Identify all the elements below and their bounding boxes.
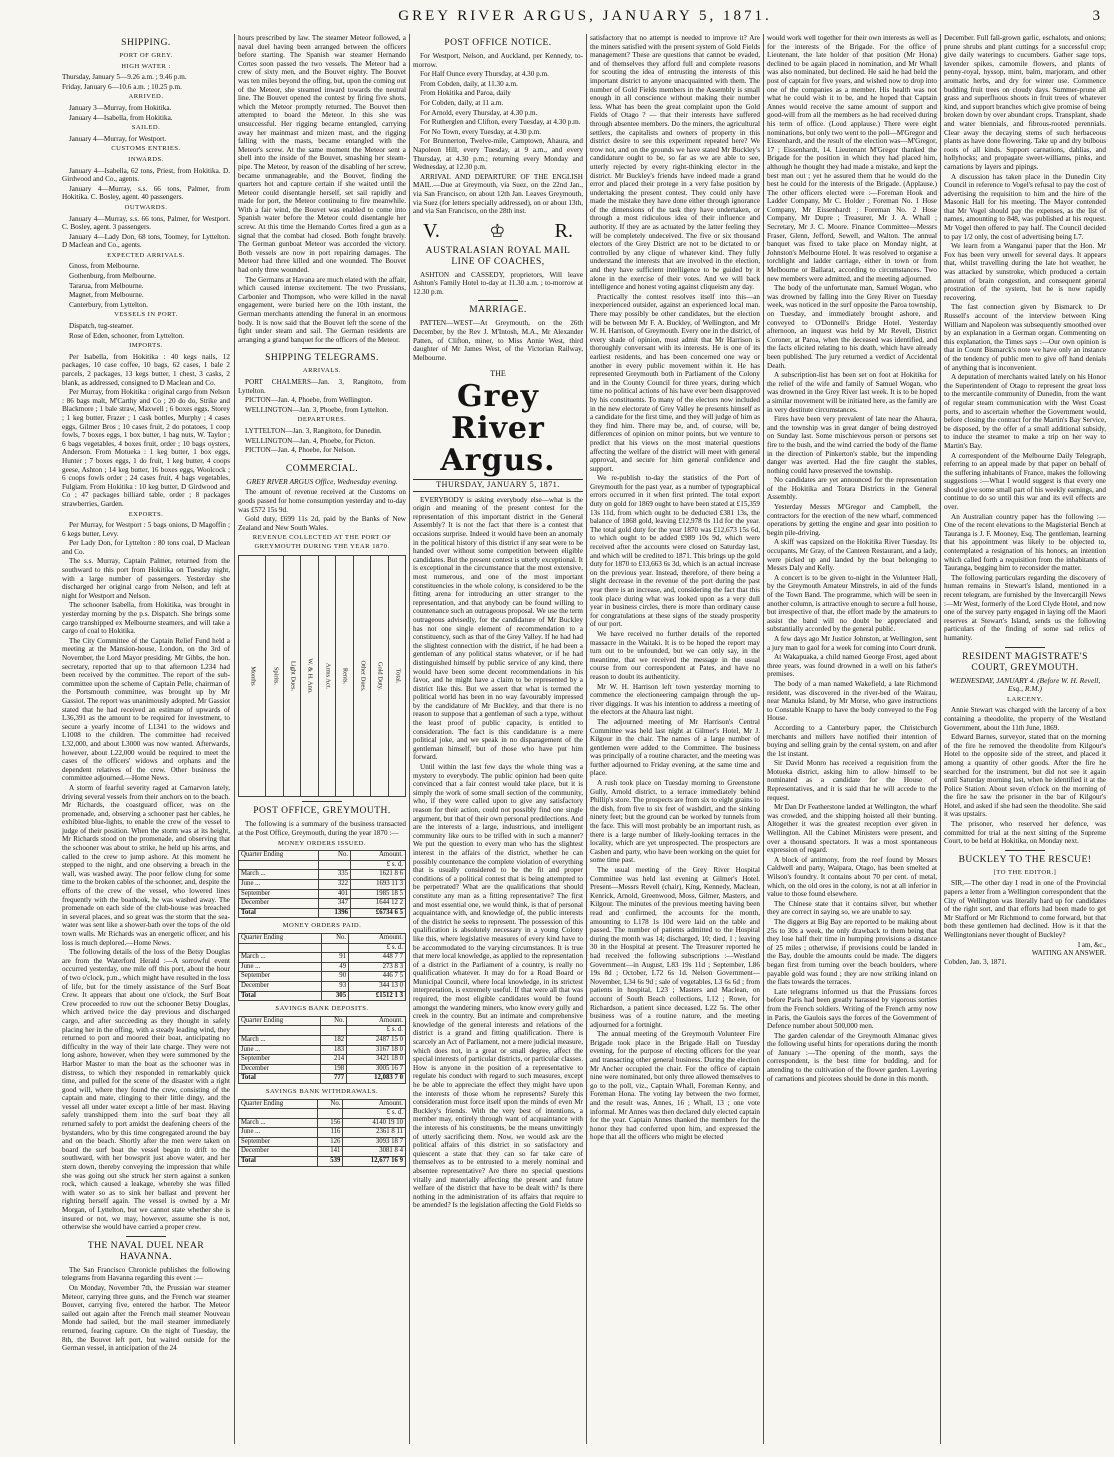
revenue-column-header: Spirits. (271, 667, 279, 686)
royal-crest-icon: ♔ (489, 220, 506, 241)
money-orders-paid-table: Quarter Ending No. Amount. £ s. d. March ... 91 448 7 7 June ... 49 273 8 3 September 90 446 7 5 December 93 344 13 0 Total 305 £1512 1 3 (238, 933, 406, 1001)
telegram-line: WELLINGTON—Jan. 4, Phoebe, for Picton. (245, 436, 376, 445)
news-paragraph: Sir David Monro has received a requisition from the Motueka district, asking him to allow himself to be nominated as a candidate for the House of Representatives, and it is said that he will accede to the request. (767, 759, 937, 802)
notice-line: For No Town, every Tuesday, at 4.30 p.m. (420, 127, 542, 136)
column-6 (944, 34, 1106, 1444)
revenue-column (283, 556, 300, 796)
editorial-paragraph: Practically the contest resolves itself into this—an inexperienced outsider, against an experienced local man. There may possibly be other candidates, but the election will be between Mr F. A. Buckley, of Wellington, and Mr W. H. Harrison, of Greymouth. Every one in the district, of every shade of opinion, must admit that Mr Harrison is thoroughly conversant with its interests. He is one of its earliest residents, and has been concerned one way or another in every public movement within it. He has represented Greymouth both in Parliament of the Colony and in the County Council for three years, during which time no political actions of his have ever been disapproved by his constituents. To many of the electors now included in the new electorate of Grey Valley he presents himself as a candidate for the first time, and they will judge of him as they find him. There may be, and, of course, will be, differences of opinion on minor points, but we venture to predict that his views on the most material questions affecting the welfare of the district will meet with general approval, and secure for him general confidence and support. (590, 292, 760, 473)
letter-signoff: I am, &c., (1077, 940, 1106, 949)
table-row: September 126 3093 18 7 (239, 1137, 406, 1147)
section-heading-post-office-notice: POST OFFICE NOTICE. (444, 38, 552, 48)
article-paragraph: On Monday, November 7th, the Prussian war steamer Meteor, carrying three guns, and the French war steamer Bouvet, carrying five, entered the harbor. The Meteor sailed out again after the French mail steamer Nouveau Monde had sailed, but the mail steamer immediately returned, fearing capture. On the night of Tuesday, the 8th, the Bouvet left port, but waited outside for the German vessel, in anticipation of the 24 (62, 1283, 230, 1353)
notice-line: For Arnold, every Thursday, at 4.30 p.m. (420, 108, 538, 117)
news-paragraph: would work well together for their own interests as well as for the interests of the Brigade. For the office of Lieutenant, the late holder of that position (Mr Hona) declined to be again placed in nomination, and Mr Whall was also nominated, but declined. He said he had held the post of captain for five years, and wished now to drop into one of the companies as a member. His health was not what he could wish it to be, and he hoped that Captain Annes would receive the same amount of support and good-will from all the members as he had received during his term of office. (Loud applause.) There were eight nominations, but only two went to the poll—M'Gregor and Eissenhardt, and the result of the election was—M'Gregor, 17 ; Eissenhardt, 14. Lieutenant M'Gregor thanked the Brigade for the position in which they had placed him, although he thought they had made a mistake, and kept the best man out ; yet he assured them that he would do the best he could for the interests of the Brigade. (Applause.) The other officers elected were :—Foreman Hook and Ladder Company, Mr C. Holder ; Foreman No. 1 Hose Company, Mr Eissenhardt ; Foreman No. 2 Hose Company, Mr Dupre ; Treasurer, Mr J. A. Whall ; Secretary, Mr J. C. Moore. Finance Committee—Messrs Fraser, Glenn, Jefford, Sewell, and Walton. The annual banquet was fixed to take place on Monday night, at Johnston's Melbourne Hotel. It was resolved to organise a torchlight and ladder carriage, either in town or from Melbourne or Ballarat, according to circumstances. Two new members were admitted, and the meeting adjourned. (767, 34, 937, 283)
imports-entry: Per Murray, from Hokitika : original cargo from Nelson : 86 bags malt, M'Carthy and Co ; 20 do do, Strike and Blackmore ; 1 bale straw, Maxwell ; 6 boxes eggs, Storey ; 1 keg butter, Frazer ; 1 cask bottles, Murphy ; 4 cases eggs, Gilmer Bros ; 10 cases fruit, 2 do potatoes, 1 coop fowls, 7 boxes eggs, 1 box butter, 1 bag nuts, W. Taylor ; 6 bags vegetables, 4 boxes fruit, order ; 10 bags oysters, Anderson. From Motueka : 1 keg butter, 1 box eggs, Hunter ; 7 boxes eggs, 1 do fruit, 1 keg butter, 4 coops geese, Ashton ; 14 keg butter, 16 boxes eggs, Woolcock ; 6 coops fowls order ; 24 cases fruit, 4 bags vegetables, Fulgiam. From Hokitika : 10 keg butter, D Girdwood and Co ; 47 packages billiard table, order ; 8 packages strawberries, Garden. (62, 388, 230, 508)
news-paragraph: The adjourned meeting of Mr Harrison's Central Committee was held last night at Gilmer's Hotel, Mr J. Kilgour in the chair. The names of a large number of gentlemen were added to the Committee. The business was principally of a routine character, and the meeting was further adjourned to Friday evening, at the same time and place. (590, 717, 760, 778)
outwards-entry: January 4—Lady Don, 68 tons, Toomey, for Lyttelton. D Maclean and Co., agents. (62, 232, 230, 250)
news-paragraph: The body of the unfortunate man, Samuel Wogan, who was drowned by falling into the Grey River on Tuesday week, was noticed in the surf opposite the Paroa township, on Tuesday, and immediately brought ashore, and conveyed to O'Donnell's Bridge Hotel. Yesterday afternoon, an inquest was held by Mr Revell, District Coroner, at Paroa, when the deceased was identified, and the facts elicited relating to his death, which have already been published. The jury returned a verdict of Accidental Death. (767, 284, 937, 370)
column-5 (767, 34, 937, 1444)
notice-line: From Cobden, daily, at 11.30 a.m. (420, 79, 518, 88)
money-orders-issued-table: Quarter Ending No. Amount. £ s. d. March ... 335 1621 8 6 June ... 322 1693 11 3 September 401 1985 18 5 December 347 1644 12 2 Total 1396 £6734 6 5 (238, 850, 406, 918)
section-heading-commercial: COMMERCIAL. (285, 463, 359, 474)
news-paragraph: December. Full fall-grown garlic, eschalots, and onions; prune shrubs and plant cuttings for a successful crop; give daily waterings to cucumbers. Gather sage tops, lavender spikes, camomile flowers, and plants of penny-royal, hyssop, mint, balm, marjoram, and other aromatic herbs, and dry for winter use. Commence budding fruit trees on cloudy days. Summer-prune all grass and superfluous shoots in fruit trees of whatever kind, and support branches which give promise of being broken down by over abundant crops. Transplant, shade and water biennials, and fibrous-rooted perennials. Clear away the decaying stems of such herbaceous plants as have done flowering. Take up and dry bulbous roots of all kinds. Support carnations, dahlias, and hollyhocks; and propagate sweet-williams, pinks, and carnations by layers and pipings. (944, 34, 1106, 171)
news-paragraph: According to a Canterbury paper, the Christchurch merchants and millers have notified their intention of buying and selling grain by the cental system, on and after the 1st instant. (767, 723, 937, 758)
royal-crest-banner (423, 220, 573, 242)
table-row: September 214 3421 18 0 (239, 1055, 406, 1065)
revenue-column-header: Arms Act. (324, 663, 332, 690)
table-row: March ... 91 448 7 7 (239, 953, 406, 963)
court-paragraph: Edward Barnes, surveyor, stated that on the morning of the fire he removed the theodolite from Kilgour's Hotel to the opposite side of the street, and placed it among a quantity of other goods. After the fire he searched for the instrument, but did not see it again until Saturday morning last, when he identified it at the Police Station. About seven o'clock on the morning of the fire he saw the prisoner in the bar of Kilgour's Hotel, and asked if she had seen the theodolite. She said it was upstairs. (944, 733, 1106, 819)
inwards-entry: January 4—Murray, s.s. 66 tons, Palmer, from Hokitika. C. Bosley, agent. 40 passengers. (62, 184, 230, 202)
subheading-outwards: OUTWARDS. (124, 203, 168, 211)
editorial-paragraph: EVERYBODY is asking everybody else—what is the origin and meaning of the present contest for the representation of this important district in the General Assembly? It is not the fact that there is a contest that occasions surprise. Indeed it would have been an anomaly in the political history of this district if any seat were to be handed over without some competition between eligible candidates. But the present contest is utterly exceptional. It is exceptional in the circumstance that the most extensive, most numerous, and one of the most important constituencies in the whole colony, is considered to be the fitting arena for introducing an utter stranger to the representation, and that anybody can be found willing to countenance such an outrageous proposal. We use the term outrageous advisedly, for the candidature of Mr Buckley has not one single element of recommendation to a constituency, such as that of the Grey Valley. If he had had the slightest connection with the district, if he had been a gentleman of any political status whatever, or if he had distinguished himself by public service of any kind, there would have been some decent recommendations in his favor, and he might have a claim to be represented by a district like this. But we assert that what is termed the political world has been in no way favourably impressed by the candidature of Mr Buckley, and that there is no reason to suppose that a gentleman of such a type, without the least proof of public capacity, is entitled to consideration. The fact is this candidature is a mere political joke, and we speak in no disparagement of the gentleman himself, but of those who have put him forward. (413, 495, 583, 762)
news-paragraph: We have received no further details of the reported massacre in the Waitaki. It is to be hoped the report may turn out to be unfounded, but we can only say, in the meantime, that we received the message in the usual course from our correspondent at Pates, and have no reason to doubt its authenticity. (590, 629, 760, 681)
revenue-column (335, 556, 352, 796)
court-paragraph: Annie Stewart was charged with the larceny of a box containing a theodolite, the property of the Westland Government, about the 11th June, 1869. (944, 706, 1106, 732)
table-row: March ... 182 2487 15 0 (239, 1035, 406, 1045)
notice-line: For Cobden, daily, at 11 a.m. (420, 98, 504, 107)
revenue-column-header: Total. (394, 669, 402, 684)
table-total-row: Total 1396 £6734 6 5 (239, 908, 406, 918)
notice-line: For Rutherglen and Clifton, every Tuesday, at 4.30 p.m. (420, 118, 581, 127)
revenue-column (318, 556, 335, 796)
notice-line: For Brunnerton, Twelve-mile, Camptown, Ahaura, and Napoleon Hill, every Tuesday, at 9 a.m., and every Thursday, at 4.30 p.m.; returning every Monday and Wednesday, at 12.30 p.m. (413, 137, 583, 172)
revenue-column (265, 556, 282, 796)
editorial-paragraph: Until within the last few days the whole thing was a mystery to everybody. The public opinion had been quite convinced that a fair contest would take place, but it is simply the work of some small section of the community, who, if they were called upon to give any satisfactory reason for their action, could not possibly find one single argument, but that of their own personal predilections. And are the interests of a large, industrious, and intelligent community like ours to be trifled with in such a manner? We put the question to every man who has the slightest interest in the affairs of the district, whether he can possibly countenance the complete violation of everything that is usually considered to be the fit and proper conditions of a political contest that is being attempted to be perpetrated? What are the qualifications that should constitute any man as a fitting representative? The first and most essential one, we would think, is that of personal acquaintance with, and knowledge of, the public interests of the district he seeks to represent. The possession of this qualification is absolutely necessary in a young Colony like this, where legislative measures of every kind have to be accommodated to the varying circumstances. It is true that mere local knowledge, as applied to the representation of a district in the Parliament of a country, is really no qualification whatever. It may do for a Road Board or Municipal Council, where local knowledge, in its strictest interpretation, is extremely useful. If that were all that was required, the most eligible candidates would be found amongst the wandering miners, who know every gully and creek in the country. But an intimate and comprehensive knowledge of the general interests and relations of the district is a grand and fitting qualification. There is scarcely an Act of Parliament, not a mere judicial measure, which does not, in a great or small degree, affect the special interests of particular districts, or particular classes. How is anyone in the position of a representative to regulate his conduct with regard to such measures, except he be able to appreciate the effect they might have upon the interests of those whom he represents? Surely this consideration must force itself upon the minds of even Mr Buckley's friends. With the very best of intentions, a member may, entirely through want of acquaintance with the interests of his constituents, be the means unwittingly of utterly sacrificing them. Now, we would ask are the political affairs of this district in so satisfactory and quiescent a state that they can so far take care of themselves as to be entrusted to a merely nominal and absentee representative? Are there no special questions vitally and materially affecting the present and future welfare of the district that have to be dealt with? Is there nothing in the administration of its affairs that require to be amended? Is the legislation affecting the Gold Fields so (413, 763, 583, 1210)
column-3 (413, 34, 583, 1444)
subheading-exports: EXPORTS. (128, 510, 164, 518)
telegram-line: WELLINGTON—Jan. 3, Phoebe, from Lyttelton. (245, 405, 389, 414)
news-paragraph: An Australian country paper has the following :—One of the recent elevations to the Magisterial Bench at Tauranga is J. F. Mooney, Esq. The gentleman, learning that his appointment was likely to be objected to, contemplated a resignation of his honors, an intention which called forth a requisition from the inhabitants of Tauranga, begging him to reconsider the matter. (944, 512, 1106, 573)
news-paragraph: A deputation of merchants waited lately on his Honor the Superintendent of Otago to represent the great loss to the mercantile community of Dunedin, from the want of regular steam communication with the West Coast ports, and to ascertain whether the Government would, before closing the contract for the Martin's Bay Service, be disposed, by the offer of a small additional subsidy, to induce the steamer to make a trip on her way to Martin's Bay. (944, 373, 1106, 450)
notice-line: For Westport, Nelson, and Auckland, per Kennedy, to-morrow. (413, 52, 583, 69)
news-paragraph: The usual meeting of the Grey River Hospital Committee was held last evening at Gilmer's Hotel. Present—Messrs Revell (chair), King, Kennedy, Maclean, Kenrick, Arnold, Greenwood, Moss, Gilmer, Masters, and Kilgour. The minutes of the previous meeting having been read and confirmed, the accounts for the month, amounting to L178 1s 10d were laid on the table and passed. The number of patients admitted to the Hospital during the month was 14; discharged, 10; died, 1 ; leaving 30 in the Hospital at present. The Treasurer reported he had received the following subscriptions :—Westland Government—in August, L83 19s 11d ; September, L86 19s 8d ; October, L72 6s 1d. Nelson Government—November, L34 6s 9d ; sale of vegetables, L3 6s 6d ; from patients in hospital, L23 ; Masters and Maclean, on account of South Beach collections, L12 ; Rowe, for Richardson, a patient since deceased, L22 5s. The other business was of a routine nature, and the meeting adjourned for a fortnight. (590, 866, 760, 1029)
news-paragraph: The garden calendar of the Greymouth Almanac gives the following useful hints for operations during the month of January :—The opening of the month, says the correspondent, is the best time for budding, and for attending to the cultivation of the flower garden. Layering of carnations and picotees should be done in this month. (767, 1031, 937, 1083)
table-title-savings-deposits: SAVINGS BANK DEPOSITS. (275, 1005, 369, 1013)
revenue-column-header: Light Dues. (289, 661, 297, 692)
revenue-column (370, 556, 387, 796)
revenue-column (353, 556, 370, 796)
article-paragraph: hours prescribed by law. The steamer Meteor followed, a naval duel having been arranged between the officers before starting. The Spanish war steamer Hernando Cortes soon passed the two vessels. The Meteor had a crew of sixty men, and the Bouvet eighty. The Bouvet was ten miles beyond the offing, but, upon the coming out of the Meteor, she steamed inward towards the neutral line. The Bouvet opened the contest by firing five shots, which the Meteor promptly returned. The Bouvet then attempted to board the Meteor. In this she was unsuccessful. Her rigging became entangled, carrying away her mainmast and mizen mast, and the rigging falling with the masts, became entangled with the Meteor's screw. At the same moment the Meteor sent a shell into the inside of the Bouvet, smashing her steam-pipe. The Meteor, by reason of the disabling of her screw, became unmanageable, and the Bouvet, finding the quarters hot and capture certain if she waited until the Meteor could disentangle herself, set sail rapidly and made for port, the Meteor continuing to fire meanwhile. With a fair wind, the Bouvet was enabled to come into Spanish water before the Meteor could disentangle her screw. At this time the Hernando Cortes fired a gun as a signal that the combat had closed. Both fought bravely. The German gunboat Meteor was accorded the victory. Both vessels are now in port repairing damages. The Meteor had three killed and one wounded. The Bouvet had only three wounded. (238, 34, 406, 275)
exports-entry: Per Lady Don, for Lyttelton : 80 tons coal, D Maclean and Co. (62, 539, 230, 556)
column-4 (590, 34, 760, 1444)
expected-line: Tararua, from Melbourne. (69, 281, 144, 290)
column-1 (62, 34, 230, 1444)
high-water-line: Friday, January 6—10.6 a.m. ; 10.25 p.m. (62, 82, 182, 91)
court-dateline: WEDNESDAY, JANUARY 4. (Before W. H. Revell, Esq., R.M.) (949, 675, 1101, 694)
revenue-column (300, 556, 317, 796)
telegram-line: PICTON—Jan. 4, Phoebe, for Nelson. (245, 446, 356, 455)
imports-entry: Per Isabella, from Hokitika : 40 kegs nails, 12 packages, 10 case coffee, 10 bags, 62 cases, 1 bale 2 parcels, 2 packages, 13 kegs butter, 1 chest, 3 casks, 2 blank, as addressed, consigned to D Maclean and Co. (62, 352, 230, 387)
revenue-column-header: Rents. (341, 668, 349, 685)
news-paragraph: A few days ago Mr Justice Johnston, at Wellington, sent a jury man to gaol for a week for coming into Court drunk. (767, 634, 937, 652)
arrival-line: January 3—Murray, from Hokitika. (69, 103, 172, 112)
subheading-arrivals: ARRIVALS. (302, 367, 342, 375)
divider (478, 300, 518, 301)
savings-withdrawals-table: Quarter Ending No. Amount. £ s. d. March ... 156 4140 19 10 June ... 116 2361 8 11 September 126 3093 18 7 December 141 3081 8 4 Total 539 12,677 16 9 (238, 1099, 406, 1167)
article-paragraph: The amount of revenue received at the Customs on goods passed for home consumption yesterday and to-day was £572 15s 9d. (238, 488, 406, 514)
subheading-sailed: SAILED. (131, 124, 161, 132)
subheading-high-water: HIGH WATER : (121, 62, 171, 70)
newspaper-masthead: Grey River Argus. (440, 379, 556, 479)
column-rule (234, 34, 235, 1444)
section-heading-naval-duel: THE NAVAL DUEL NEAR HAVANNA. (87, 1240, 205, 1262)
column-rule (763, 34, 764, 1444)
subheading-inwards: INWARDS. (128, 155, 164, 163)
section-heading-post-office: POST OFFICE, GREYMOUTH. (253, 806, 391, 817)
article-paragraph: The s.s. Murray, Captain Palmer, returned from the southward to this port from Hokitika on Tuesday night, with a large number of passengers. Yesterday she discharged her original cargo from Nelson, and left at night for Westport and Nelson. (62, 557, 230, 600)
notice-line: From Hokitika and Paroa, daily (420, 89, 511, 98)
article-paragraph: Gold duty, £699 11s 2d, paid by the Banks of New Zealand and New South Wales. (238, 515, 406, 532)
editorial-paragraph: satisfactory that no attempt is needed to improve it? Are the miners satisfied with the present system of Gold Fields management? These are questions that cannot be evaded, and of themselves they afford full and complete reasons for scouting the idea of entrusting the interests of this important district to anyone unacquainted with them. The number of Gold Fields members in the Assembly is small enough in all conscience without making their number less. What has been the great complaint upon the Gold Fields of Otago ? — that their interests have suffered through absentee members. Do the miners, the agricultural settlers, the capitalists and owners of property in this district desire to see this experiment repeated here? We trow not, and on the grounds we have stated Mr Buckley's candidature ought to be, so far as we are able to see, utterly rejected by every right-thinking elector in the district. Mr Buckley's friends have indeed made a grand error and placed their protege in a very false position by undertaking the present contest. They could only have made the mistake they have done either through ignorance of the dimensions of the task they have undertaken, or through a most ridiculous idea of their influence and authority. If they are as actuated by the latter feeling they will be completely undeceived. The five or six thousand electors of the Grey District are not to be dictated to or controlled by any clique of whatever kind. They fully understand the interests that are involved in the election, and they have sufficient intelligence to be guided by it alone in the exercise of their votes. And we will back intelligence and honest voting against cliqueism any day. (590, 34, 760, 292)
revenue-column-header: Months (249, 666, 257, 687)
expected-line: Canterbury, from Lyttelton. (69, 300, 148, 309)
table-title-money-orders-issued: MONEY ORDERS ISSUED. (278, 839, 366, 847)
outwards-entry: January 4—Murray, s.s. 66 tons, Palmer, for Westport. C. Bosley, agent. 3 passengers. (62, 214, 230, 232)
section-heading-marriage: MARRIAGE. (469, 305, 527, 316)
news-paragraph: Fires have been very prevalent of late near the Ahaura, and the township was in great danger of being destroyed on Sunday last. Some mischievous person or persons set fire to the bush, and the wind carried the body of the flame in the direction of Pinkerton's stable, but the impending danger was averted. Had the fire caught the stables, nothing could have preserved the township. (767, 415, 937, 475)
news-paragraph: We learn from a Wanganui paper that the Hon. Mr Fox has been very unwell for several days. It appears that, whilst travelling during the late hot weather, he was attacked by sunstroke, which produced a certain amount of brain congestion, and consequent general prostration of the system, but he is now rapidly recovering. (944, 242, 1106, 302)
news-paragraph: The fast connection given by Bismarck to Dr Russell's account of the interview between King William and Napoleon was subsequently smoothed over by an explanation in a German organ. Commenting on this explanation, the Times says :—Our own opinion is that in Count Bismarck's note we have only an instance of the tendency of public men to give off hand denials of anything that is inconvenient. (944, 303, 1106, 372)
news-paragraph: The Chinese state that it contains silver, but whether they are correct in saying so, we are unable to say. (767, 899, 937, 917)
divider (1005, 850, 1045, 851)
commercial-dateline: GREY RIVER ARGUS Office, Wednesday evening. (246, 476, 398, 486)
table-title-savings-withdrawals: SAVINGS BANK WITHDRAWALS. (265, 1087, 379, 1095)
divider (302, 801, 342, 802)
vessel-line: Dispatch, tug-steamer. (69, 322, 134, 331)
table-total-row: Total 777 12,083 7 0 (239, 1074, 406, 1084)
letter-label: [TO THE EDITOR.] (993, 868, 1057, 876)
subheading-larceny: LARCENY. (1007, 695, 1043, 703)
high-water-line: Thursday, January 5—9.26 a.m. ; 9.46 p.m. (62, 73, 187, 82)
notice-line: For Half Ounce every Thursday, at 4.30 p.m. (420, 70, 549, 79)
telegram-line: PORT CHALMERS—Jan. 3, Rangitoto, from Lyttelton. (238, 377, 406, 395)
column-rule (586, 34, 587, 1444)
article-paragraph: The Germans at Havana are much elated with the affair, which caused intense excitement. The two Prussians, Carbonier and Thompson, who were killed in the naval engagement, were buried here on the 10th instant, the German merchants attending the funeral in an enormous body. It is now said that the Bouvet left the scene of the fight under steam and sail. The German residents are arranging a grand banquet for the officers of the Meteor. (238, 275, 406, 344)
arrival-line: January 4—Isabella, from Hokitika. (69, 113, 173, 122)
divider (1005, 647, 1045, 648)
news-paragraph: A skiff was capsized on the Hokitika River Tuesday. Its occupants, Mr Gray, of the Canteen Restaurant, and a lady, were picked up and landed by the boat belonging to Messrs Daly and Kelly. (767, 538, 937, 573)
divider (126, 1236, 166, 1237)
table-total-row: Total 539 12,677 16 9 (239, 1157, 406, 1167)
page-header (70, 8, 1100, 25)
table-row: June ... 116 2361 8 11 (239, 1128, 406, 1138)
article-paragraph: A storm of fearful severity raged at Carnarvon lately, driving several vessels from their anchors on to the beach. Mr Richards, the coastguard officer, was on the promenade, and, observing a schooner past her cables, he exhibited blue-lights, to enable the crew of the vessel to judge of their position. When the storm was at its height, Mr Richards stood on the promenade, and observing that the schooner was about to strike, he held up his arms, and called to the crew to jump ashore. At this moment he stepped to the night, and one observing a breach in the wall, was washed away. The poor fellow clung for some time to the broken cables of the schooner, and, despite the efforts of the crew of the vessel, who lowered lines frequently with the boathook, he was washed away. The promenade on each side of the club-house was breached in several places, and so great was the storm that the sea-water was sent like a shower-bath over the tops of the old town walls. Mr Richards was an energetic officer, and his loss is much deplored.—Home News. (62, 783, 230, 947)
revenue-column-header: Gold Duty. (376, 662, 384, 691)
subheading-imports: IMPORTS. (129, 342, 163, 350)
table-row: September 401 1985 18 5 (239, 889, 406, 899)
table-row: June ... 322 1693 11 3 (239, 880, 406, 890)
divider (302, 459, 342, 460)
article-paragraph: The schooner Isabella, from Hokitika, was brought in yesterday morning by the p.s. Dispatch. She brings some cargo transhipped ex Melbourne steamers, and will take a cargo of coal to Hokitika. (62, 601, 230, 636)
revenue-table (238, 555, 406, 797)
marriage-notice: PATTEN—WEST—At Greymouth, on the 26th December, by the Rev J. M'Intosh, M.A., Mr Alexander Patten, of Clifton, miner, to Miss Annie West, third daughter of Mr James West, of the Victorian Railway, Melbourne. (413, 319, 583, 362)
subheading-port: PORT OF GREY. (119, 52, 173, 59)
edition-dateline: THURSDAY, JANUARY 5, 1871. (413, 479, 583, 492)
r-letter: R. (554, 219, 573, 242)
table-title-money-orders-paid: MONEY ORDERS PAID. (282, 922, 362, 930)
table-row: December 141 3081 8 4 (239, 1147, 406, 1157)
table-row: June ... 183 3167 18 0 (239, 1045, 406, 1055)
subheading-arrived: ARRIVED. (128, 93, 164, 101)
inwards-entry: January 4—Isabella, 62 tons, Priest, from Hokitika. D. Girdwood and Co., agents. (62, 166, 230, 184)
revenue-table-title: REVENUE COLLECTED AT THE PORT OF GREYMOUTH DURING THE YEAR 1870. (252, 534, 392, 550)
column-rule (940, 34, 941, 1444)
vessel-line: Rose of Eden, schooner, from Lyttelton. (69, 331, 185, 340)
article-paragraph: The City Committee of the Captain Relief Fund held a meeting at the Mansion-house, London, on the 3rd of November, the Lord Mayor presiding. Mr Gibbs, the hon. secretary, reported that up to that afternoon L234 had been received by the committee. The report of the sub-committee upon the scheme of Captain Pelle, chairman of the Portsmouth committee, was brought up by Mr Gassiot. The report was unanimously adopted. Mr Gassiot stated that he had received an estimate of upwards of L36,391 as the amount to be required for investment, to secure a yearly income of L1341 to the widows and L1008 to the children. The committee had received L32,000, and about L3000 was now wanted. Afterwards, however, about L22,000 would be required to meet the cases of the officers' widows and orphans and the dependent relatives of the crew. Other business the committee adjourned.—Home News. (62, 636, 230, 783)
table-row: March ... 156 4140 19 10 (239, 1118, 406, 1128)
news-paragraph: Mr W. H. Harrison left town yesterday morning to commence the electioneering campaign through the up-river diggings. It was his intention to address a meeting of the electors at the Ahaura last night. (590, 682, 760, 717)
table-row: December 198 3005 16 7 (239, 1064, 406, 1074)
newspaper-title-date: GREY RIVER ARGUS, JANUARY 5, 1871. (398, 8, 772, 24)
savings-deposits-table: Quarter Ending No. Amount. £ s. d. March ... 182 2487 15 0 June ... 183 3167 18 0 September 214 3421 18 0 December 198 3005 16 7 Total 777 12,083 7 0 (238, 1016, 406, 1084)
news-paragraph: A discussion has taken place in the Dunedin City Council in reference to Vogel's refusal to pay the cost of advertising the requisition to him and the hire of the Masonic Hall for his meeting. The Mayor contended that Mr Vogel should pay the expenses, as the list of names, amounting to 848, was published at his request. Mr Vogel then offered to pay half. The Council decided to pay 1/2 only, the cost of advertising being L7. (944, 172, 1106, 241)
expected-line: Magnet, from Melbourne. (69, 291, 144, 300)
section-heading-resident-magistrate: RESIDENT MAGISTRATE'S COURT, GREYMOUTH. (962, 651, 1088, 673)
table-row: March ... 335 1621 8 6 (239, 870, 406, 880)
article-paragraph: The following is a summary of the business transacted at the Post Office, Greymouth, during the year 1870 :— (238, 820, 406, 838)
letter-place-date: Cobden, Jan. 3, 1871. (944, 957, 1007, 966)
court-paragraph: The prisoner, who reserved her defence, was committed for trial at the next sitting of the Supreme Court, to be held at Hokitika, on Monday next. (944, 820, 1106, 846)
table-total-row: Total 305 £1512 1 3 (239, 991, 406, 1001)
news-paragraph: Late telegrams informed us that the Prussians forces before Paris had been greatly harassed by vigorous sorties from the French soldiers. Writing of the French army now in Paris, the Gaulois says the forces of the Government of Defence number about 500,000 men. (767, 987, 937, 1031)
revenue-column (388, 556, 405, 796)
section-heading-shipping-telegrams: SHIPPING TELEGRAMS. (265, 353, 379, 364)
news-paragraph: A subscription-list has been set on foot at Hokitika for the relief of the wife and family of Samuel Wogan, who was drowned in the Grey River last week. It is to be hoped a similar movement will be initiated here, as the family are in very destitute circumstances. (767, 371, 937, 414)
table-row: December 347 1644 12 2 (239, 899, 406, 909)
news-paragraph: A correspondent of the Melbourne Daily Telegraph, referring to an appeal made by that paper on behalf of the suffering inhabitants of France, makes the following suggestions :—What I would suggest is that every one should give some small part of his weekly earnings, and continue to do so until this war and its evil effects are over. (944, 451, 1106, 512)
subheading-customs: CUSTOMS ENTRIES. (111, 145, 181, 153)
table-row: June ... 49 273 8 3 (239, 962, 406, 972)
table-row: December 93 344 13 0 (239, 981, 406, 991)
revenue-column-header: Other Dues. (359, 661, 367, 692)
section-heading-buckley: BUCKLEY TO THE RESCUE! (958, 854, 1092, 865)
news-paragraph: Yesterday Messrs M'Gregor and Campbell, the contractors for the erection of the new wharf, commenced operations by getting the engine and gear into position to begin pile-driving. (767, 503, 937, 537)
table-row: September 90 446 7 5 (239, 972, 406, 982)
subheading-expected: EXPECTED ARRIVALS. (107, 251, 185, 259)
v-letter: V. (423, 219, 440, 242)
news-paragraph: The diggers at Big Bay are reported to be making about 25s to 30s a week, the only drawback to them being that they lose half their time in humping provisions a distance of 25 miles ; otherwise, if provisions could be landed in the Bay, double the amounts could be made. The diggers began first from turning over the beach boulders, where payable gold was found ; they are now striking inland on the flats towards the terraces. (767, 917, 937, 987)
letter-body: SIR,—The other day I read in one of the Provincial papers a letter from a Wellington correspondent that the City of Wellington was literally hard up for candidates of the right sort, and that efforts had been made to get Mr Stafford or Mr Richmond to come forward, but that both these gentlemen had declined. How is it that the Wellingtonians never thought of Buckley? (944, 879, 1106, 939)
divider (302, 348, 342, 349)
column-rule (409, 34, 410, 1444)
expected-line: Gothenburg, from Melbourne. (69, 272, 156, 281)
news-paragraph: The body of a man named Wakefield, a late Richmond resident, was discovered in the river-bed of the Wairau, near Manuka Island, by Mr Morse, who gave instructions to Constable Knapp to have the body conveyed to the Fog House. (767, 679, 937, 723)
telegram-line: LYTTELTON—Jan. 3, Rangitoto, for Dunedin. (245, 426, 382, 435)
column-2 (238, 34, 406, 1444)
section-heading-shipping: SHIPPING. (121, 38, 171, 48)
exports-entry: Per Murray, for Westport : 5 bags onions, D Magoffin ; 6 kegs butter, Levy. (62, 521, 230, 538)
page-number: 3 (1092, 8, 1100, 24)
subheading-departures: DEPARTURES. (297, 416, 347, 424)
news-paragraph: No candidates are yet announced for the representation of the Hokitika and Totara Districts in the General Assembly. (767, 476, 937, 502)
article-paragraph: The following details of the loss of the Betsy Douglas are from the Waterford Herald :—A sorrowful event occurred yesterday, one mile off this port, about the hour of two o'clock, p.m., which might have resulted in the loss of life, but for the timely assistance of the Surf Boat Crew. It appears that about one o'clock, the Surf Boat Crew proceeded to row out the schooner Betsy Douglas, which arrived twice the day previous and discharged cargo, and after succeeding as they thought in safely placing her in the offing, with a steady leading wind, they returned to port and moored their boat, anticipating no difficulty in the way of their late charge. They were not long ashore, however, when they were summoned by the Harbor Master to man the boat as the schooner was in distress, to which they responded in remarkably quick time, and pulled for the scene of the disaster with a right good will, where they found the crew, consisting of the captain and mate, clinging to their little dingy, and the vessel all under water except a little of her mast. Having safely transhipped them into the surf boat they all returned safely to port amidst the deafening cheers of the bystanders, who by this time congregated around the bay and on the beach. Shortly after the men were taken on board the surf boat the vessel began to drift to the southward, with her bowsprit just above water, and her stern down, thereby conveying the impression that while she was going out she struck her stern against a sunken rock, which caused a leakage, whereby she was filled with water so as to sink her ballast and prevent her righting herself again. The vessel is owned by a Mr Morgan, of Lyttelton, but we cannot state whether she is insured or not, we may, however, assume she is not, otherwise she would have carried a proper crew. (62, 948, 230, 1232)
letter-signature: WAITING AN ANSWER. (1031, 949, 1106, 958)
news-paragraph: A block of antimony, from the reef found by Messrs Caldwell and party, Waipara, Otago, has been smelted at Wilson's foundry. It contains about 70 per cent. of metal, which, on the old ores in the colony, is not at all inferior in value to those found elsewhere. (767, 855, 937, 899)
news-paragraph: Mr Dan Dr Featherstone landed at Wellington, the wharf was crowded, and the shipping hoisted all their bunting. Altogether it was the greatest reception ever given in Wellington. All the Cabinet Ministers were present, and over a thousand spectators. It was a most spontaneous expression of regard. (767, 803, 937, 855)
news-paragraph: At Wakapuaka, a child named George Frost, aged about three years, was found drowned in a well on his father's premises. (767, 653, 937, 679)
sailed-line: January 4—Murray, for Westport. (69, 134, 167, 143)
news-paragraph: We re-publish to-day the statistics of the Port of Greymouth for the past year, as a number of typographical errors occurred in it when first printed. The total export duty on gold for 1869 ought to have been stated at £15,359 13s 11d, from which ought to be deducted £381 13s, the balance of 1868 gold, leaving £12,978 0s 11d for the year. The total gold duty for the year 1870 was £12,673 15s 6d, to which ought to be added £989 10s 9d, which were received after the accounts were closed on Saturday last, and which will be credited to 1871. This brings up the gold duty for 1870 to £13,663 6s 3d, which is an actual increase on the previous year. Instead, therefore, of there being a slight decrease in the revenue of the port during the past year there is an increase, and, considering the fact that this took place during what was looked upon as a very dull year in business circles, there is more than ordinary cause for congratulations at these signs of the steady prosperity of our port. (590, 474, 760, 629)
article-paragraph: The San Francisco Chronicle publishes the following telegrams from Havanna regarding this event :— (62, 1265, 230, 1283)
masthead-the: THE (490, 369, 506, 379)
expected-line: Gnoss, from Melbourne. (69, 262, 140, 271)
news-paragraph: The following particulars regarding the discovery of human remains in Stewart's Island, mentioned in a recent telegram, are furnished by the Invercargill News :—Mr West, formerly of the Lord Clyde Hotel, and now one of the survey party engaged in laying off the Maori reserves at Stewart's Island, sends us the following particulars of the finding of some sad relics of humanity. (944, 573, 1106, 642)
coach-line-body: ASHTON and CASSEDY, proprietors, Will leave Ashton's Family Hotel to-day at 11.30 a.m. ; to-morrow at 12.30 p.m. (413, 270, 583, 296)
mail-paragraph: ARRIVAL AND DEPARTURE OF THE ENGLISH MAIL.—Due at Greymouth, via Suez, on the 22nd Jan., via San Francisco, on about 12th Jan. Leaves Greymouth, via Suez (for letters specially addressed), on or about 13th, and via San Francisco, on the 28th inst. (413, 172, 583, 216)
coach-line-heading: AUSTRALASIAN ROYAL MAIL LINE OF COACHES, (425, 245, 571, 267)
telegram-line: PICTON—Jan. 4, Phoebe, from Wellington. (245, 396, 373, 405)
revenue-column-header: W. & H. Ann. (306, 658, 314, 695)
news-paragraph: A rush took place on Tuesday morning to Greenstone Gully, Arnold district, to a terrace immediately behind Phillip's store. The prospects are from six to eight grains to the dish, from five to six feet of washdirt, and the sinking ninety feet; but the ground can be worked by tunnels from the face. This will most probably be an important rush, as there is a large number of likely-looking terraces in the locality, which are yet unprospected. The prospectors are Cashen and party, who have been working on the quiet for some time past. (590, 779, 760, 865)
news-paragraph: A concert is to be given to-night in the Volunteer Hall, by the Greymouth Amateur Minstrels, in aid of the funds of the Town Band. The programme, which will be seen in another column, is attractive enough to secure a full house, but irrespective of that, the effort made by the amateurs to assist the band will no doubt be appreciated and substantially accorded by the general public. (767, 573, 937, 634)
subheading-vessels: VESSELS IN PORT. (114, 311, 178, 319)
revenue-column (239, 556, 265, 796)
news-paragraph: The annual meeting of the Greymouth Volunteer Fire Brigade took place in the Brigade Hall on Tuesday evening, for the purpose of electing officers for the year and transacting other general business. During the election Mr Ancher occupied the chair. For the office of captain nine were nominated, but only three allowed themselves to go to the poll, viz., Captain Whall, Foreman Kenny, and Foreman Hona. The voting lay between the two former, and the result was, Annes, 16 ; Whall, 13 ; one vote informal. Mr Annes was then declared duly elected captain for the year. Captain Annes thanked the members for the honor they had conferred upon him, and expressed the hope that all the officers who might be elected (590, 1030, 760, 1142)
